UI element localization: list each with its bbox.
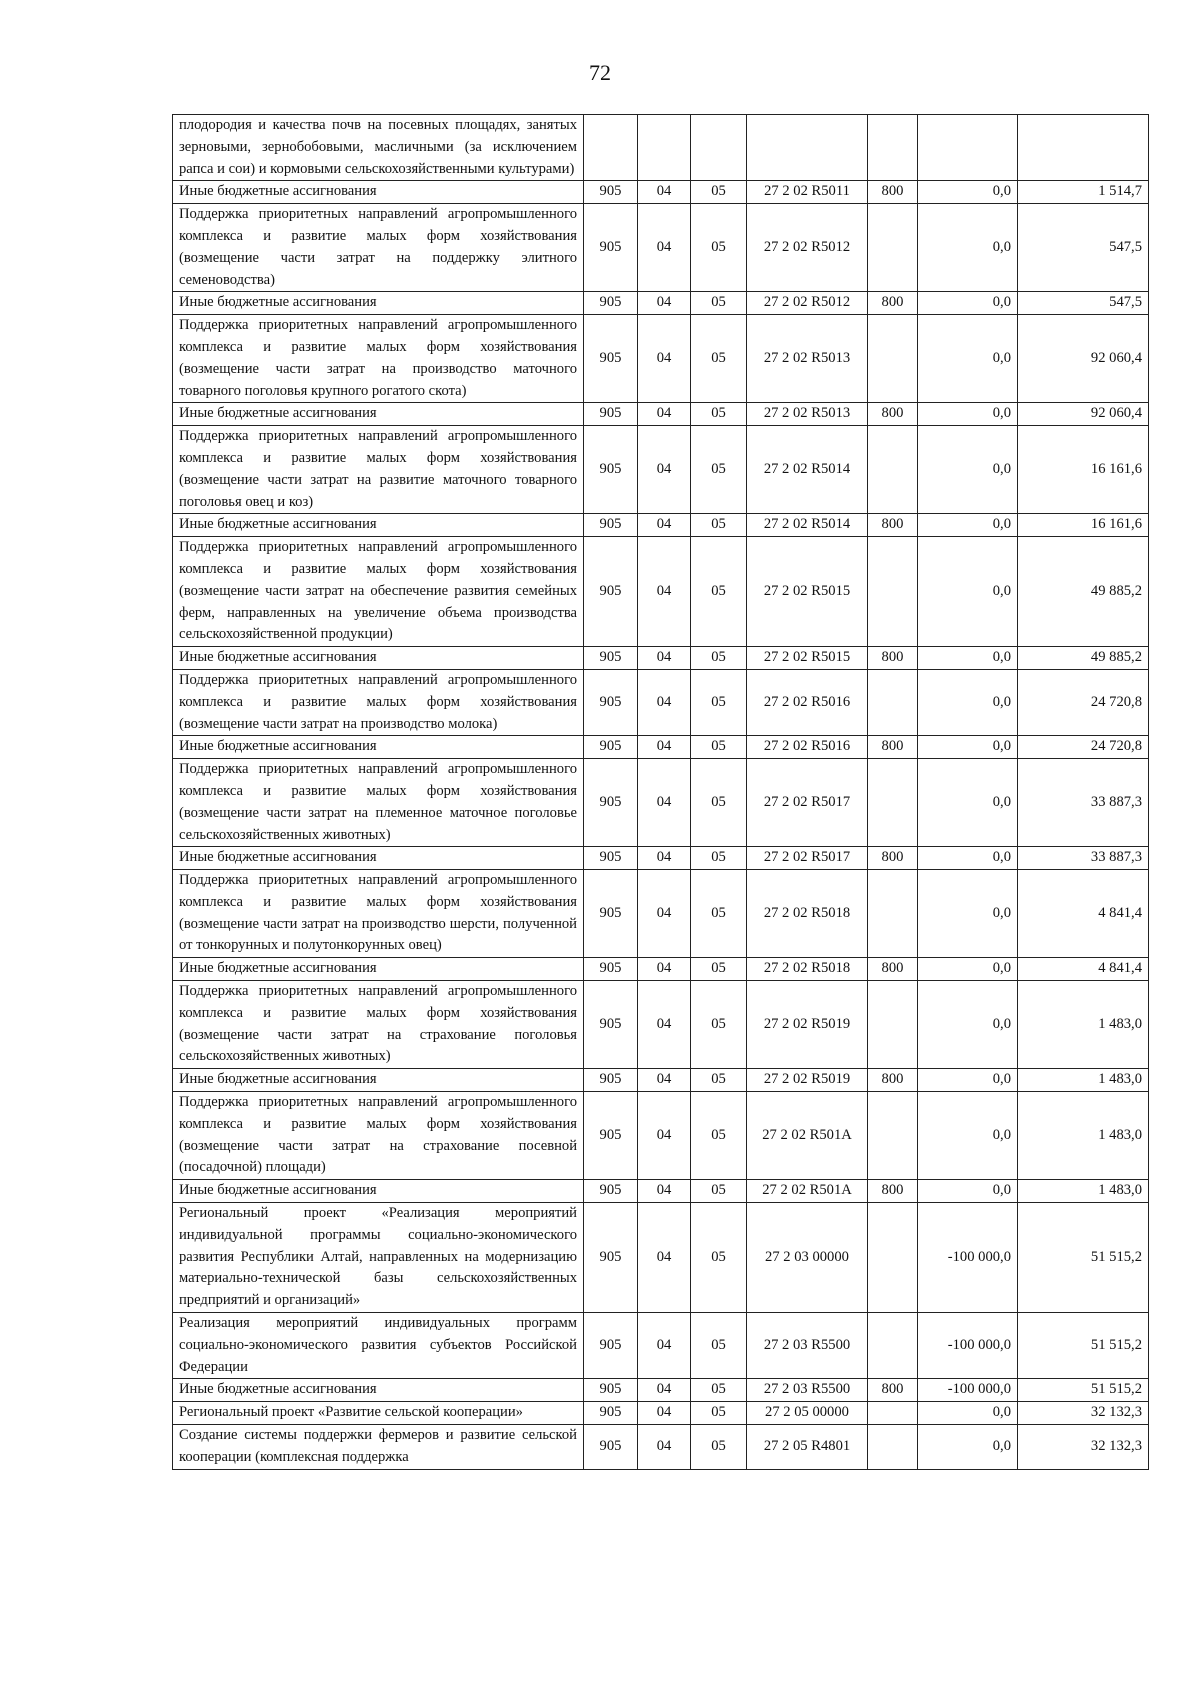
row-description: Иные бюджетные ассигнования — [173, 1379, 584, 1402]
row-admin-code: 905 — [584, 847, 638, 870]
row-description: Иные бюджетные ассигнования — [173, 1069, 584, 1092]
row-expense-type — [868, 204, 918, 292]
row-target-article: 27 2 02 R5012 — [747, 292, 868, 315]
row-description: Иные бюджетные ассигнования — [173, 736, 584, 759]
row-expense-type — [868, 1402, 918, 1425]
row-description: Создание системы поддержки фермеров и развитие сельской кооперации (комплексная поддержка — [173, 1425, 584, 1470]
table-row — [173, 426, 1149, 514]
row-expense-type — [868, 426, 918, 514]
row-total-amount: 16 161,6 — [1018, 514, 1149, 537]
row-subsection-code: 05 — [691, 647, 747, 670]
row-admin-code: 905 — [584, 1069, 638, 1092]
row-section-code: 04 — [638, 315, 691, 403]
row-subsection-code: 05 — [691, 1379, 747, 1402]
row-subsection-code: 05 — [691, 847, 747, 870]
row-section-code: 04 — [638, 1092, 691, 1180]
row-admin-code: 905 — [584, 204, 638, 292]
row-change-amount: 0,0 — [918, 1402, 1018, 1425]
row-target-article: 27 2 02 R501А — [747, 1180, 868, 1203]
row-target-article: 27 2 03 R5500 — [747, 1379, 868, 1402]
row-admin-code: 905 — [584, 315, 638, 403]
row-subsection-code: 05 — [691, 426, 747, 514]
row-section-code: 04 — [638, 847, 691, 870]
row-admin-code: 905 — [584, 403, 638, 426]
row-subsection-code: 05 — [691, 958, 747, 981]
row-target-article: 27 2 03 00000 — [747, 1203, 868, 1313]
row-description: Поддержка приоритетных направлений агропромышленного комплекса и развитие малых форм хозяйствования (возмещение части затрат на страхование поголовья сельскохозяйственных животных) — [173, 981, 584, 1069]
row-target-article: 27 2 02 R5019 — [747, 1069, 868, 1092]
row-change-amount: -100 000,0 — [918, 1203, 1018, 1313]
row-total-amount: 1 483,0 — [1018, 1180, 1149, 1203]
row-subsection-code: 05 — [691, 181, 747, 204]
row-total-amount: 1 483,0 — [1018, 1069, 1149, 1092]
row-description: Поддержка приоритетных направлений агропромышленного комплекса и развитие малых форм хозяйствования (возмещение части затрат на производство маточного товарного поголовья крупного рогатого скота) — [173, 315, 584, 403]
row-expense-type: 800 — [868, 1069, 918, 1092]
row-description: Иные бюджетные ассигнования — [173, 514, 584, 537]
row-expense-type: 800 — [868, 292, 918, 315]
row-target-article: 27 2 02 R5012 — [747, 204, 868, 292]
row-subsection-code: 05 — [691, 981, 747, 1069]
row-subsection-code: 05 — [691, 292, 747, 315]
row-description: Реализация мероприятий индивидуальных программ социально-экономического развития субъектов Российской Федерации — [173, 1313, 584, 1379]
row-description: Поддержка приоритетных направлений агропромышленного комплекса и развитие малых форм хозяйствования (возмещение части затрат на производство молока) — [173, 669, 584, 735]
table-row — [173, 981, 1149, 1069]
row-expense-type: 800 — [868, 847, 918, 870]
table-row — [173, 1425, 1149, 1470]
row-admin-code: 905 — [584, 870, 638, 958]
row-admin-code: 905 — [584, 1180, 638, 1203]
table-row — [173, 1203, 1149, 1313]
row-total-amount: 51 515,2 — [1018, 1203, 1149, 1313]
row-target-article: 27 2 02 R5016 — [747, 736, 868, 759]
row-change-amount: 0,0 — [918, 315, 1018, 403]
row-section-code: 04 — [638, 647, 691, 670]
row-section-code: 04 — [638, 426, 691, 514]
row-admin-code: 905 — [584, 669, 638, 735]
row-section-code: 04 — [638, 204, 691, 292]
row-expense-type — [868, 759, 918, 847]
row-subsection-code: 05 — [691, 669, 747, 735]
row-subsection-code: 05 — [691, 1069, 747, 1092]
row-subsection-code: 05 — [691, 870, 747, 958]
row-expense-type — [868, 1092, 918, 1180]
row-target-article: 27 2 05 R4801 — [747, 1425, 868, 1470]
row-change-amount: 0,0 — [918, 1425, 1018, 1470]
row-change-amount: 0,0 — [918, 870, 1018, 958]
row-total-amount: 1 514,7 — [1018, 181, 1149, 204]
row-change-amount — [918, 115, 1018, 181]
row-description: Поддержка приоритетных направлений агропромышленного комплекса и развитие малых форм хозяйствования (возмещение части затрат на страхование посевной (посадочной) площади) — [173, 1092, 584, 1180]
row-subsection-code: 05 — [691, 736, 747, 759]
row-section-code: 04 — [638, 1402, 691, 1425]
table-row — [173, 292, 1149, 315]
row-target-article: 27 2 02 R5017 — [747, 759, 868, 847]
row-expense-type: 800 — [868, 958, 918, 981]
row-description: Поддержка приоритетных направлений агропромышленного комплекса и развитие малых форм хозяйствования (возмещение части затрат на обеспечение развития семейных ферм, направленных на увеличение объема производства сельскохозяйственной продукции) — [173, 537, 584, 647]
row-description: Поддержка приоритетных направлений агропромышленного комплекса и развитие малых форм хозяйствования (возмещение части затрат на производство шерсти, полученной от тонкорунных и полутонкорунных овец) — [173, 870, 584, 958]
row-expense-type — [868, 870, 918, 958]
row-total-amount: 32 132,3 — [1018, 1425, 1149, 1470]
row-subsection-code: 05 — [691, 1402, 747, 1425]
table-row — [173, 537, 1149, 647]
row-admin-code: 905 — [584, 181, 638, 204]
row-target-article: 27 2 02 R5017 — [747, 847, 868, 870]
table-row — [173, 204, 1149, 292]
row-target-article: 27 2 02 R5011 — [747, 181, 868, 204]
row-subsection-code: 05 — [691, 514, 747, 537]
row-description: Поддержка приоритетных направлений агропромышленного комплекса и развитие малых форм хозяйствования (возмещение части затрат на племенное маточное поголовье сельскохозяйственных животных) — [173, 759, 584, 847]
table-row — [173, 315, 1149, 403]
row-admin-code: 905 — [584, 514, 638, 537]
row-target-article: 27 2 02 R5016 — [747, 669, 868, 735]
row-admin-code: 905 — [584, 1402, 638, 1425]
row-description: Региональный проект «Развитие сельской кооперации» — [173, 1402, 584, 1425]
row-section-code: 04 — [638, 759, 691, 847]
row-total-amount: 1 483,0 — [1018, 1092, 1149, 1180]
row-change-amount: 0,0 — [918, 1092, 1018, 1180]
row-total-amount: 24 720,8 — [1018, 669, 1149, 735]
row-admin-code: 905 — [584, 1379, 638, 1402]
row-change-amount: 0,0 — [918, 426, 1018, 514]
table-row — [173, 958, 1149, 981]
row-admin-code: 905 — [584, 1203, 638, 1313]
row-total-amount: 92 060,4 — [1018, 403, 1149, 426]
row-admin-code: 905 — [584, 981, 638, 1069]
row-change-amount: -100 000,0 — [918, 1313, 1018, 1379]
row-subsection-code: 05 — [691, 1425, 747, 1470]
row-subsection-code: 05 — [691, 315, 747, 403]
row-description: Иные бюджетные ассигнования — [173, 1180, 584, 1203]
row-change-amount: 0,0 — [918, 537, 1018, 647]
row-admin-code: 905 — [584, 1313, 638, 1379]
row-section-code: 04 — [638, 981, 691, 1069]
row-expense-type — [868, 1203, 918, 1313]
row-section-code: 04 — [638, 537, 691, 647]
budget-table — [172, 114, 1149, 1470]
row-expense-type — [868, 537, 918, 647]
row-expense-type — [868, 669, 918, 735]
row-description: Поддержка приоритетных направлений агропромышленного комплекса и развитие малых форм хозяйствования (возмещение части затрат на поддержку элитного семеноводства) — [173, 204, 584, 292]
row-target-article: 27 2 02 R501А — [747, 1092, 868, 1180]
row-section-code: 04 — [638, 1180, 691, 1203]
row-subsection-code — [691, 115, 747, 181]
row-subsection-code: 05 — [691, 1180, 747, 1203]
row-target-article: 27 2 02 R5014 — [747, 514, 868, 537]
row-target-article: 27 2 03 R5500 — [747, 1313, 868, 1379]
row-total-amount: 24 720,8 — [1018, 736, 1149, 759]
row-target-article — [747, 115, 868, 181]
row-expense-type — [868, 1313, 918, 1379]
row-expense-type: 800 — [868, 181, 918, 204]
row-description: Иные бюджетные ассигнования — [173, 403, 584, 426]
row-admin-code: 905 — [584, 292, 638, 315]
row-target-article: 27 2 05 00000 — [747, 1402, 868, 1425]
table-row — [173, 1092, 1149, 1180]
row-total-amount: 92 060,4 — [1018, 315, 1149, 403]
table-row — [173, 1069, 1149, 1092]
row-total-amount: 49 885,2 — [1018, 537, 1149, 647]
table-row — [173, 1313, 1149, 1379]
row-total-amount: 16 161,6 — [1018, 426, 1149, 514]
row-admin-code: 905 — [584, 1425, 638, 1470]
row-change-amount: 0,0 — [918, 1069, 1018, 1092]
row-admin-code: 905 — [584, 736, 638, 759]
row-change-amount: 0,0 — [918, 669, 1018, 735]
row-total-amount: 4 841,4 — [1018, 958, 1149, 981]
row-expense-type — [868, 981, 918, 1069]
row-section-code: 04 — [638, 514, 691, 537]
row-section-code: 04 — [638, 1069, 691, 1092]
row-admin-code: 905 — [584, 759, 638, 847]
row-section-code: 04 — [638, 1379, 691, 1402]
row-section-code — [638, 115, 691, 181]
row-change-amount: -100 000,0 — [918, 1379, 1018, 1402]
row-section-code: 04 — [638, 1425, 691, 1470]
row-expense-type: 800 — [868, 647, 918, 670]
row-expense-type: 800 — [868, 403, 918, 426]
row-target-article: 27 2 02 R5015 — [747, 537, 868, 647]
row-target-article: 27 2 02 R5018 — [747, 958, 868, 981]
row-admin-code — [584, 115, 638, 181]
row-section-code: 04 — [638, 669, 691, 735]
row-admin-code: 905 — [584, 958, 638, 981]
row-expense-type: 800 — [868, 1180, 918, 1203]
row-total-amount: 51 515,2 — [1018, 1379, 1149, 1402]
row-total-amount: 547,5 — [1018, 204, 1149, 292]
row-description: Иные бюджетные ассигнования — [173, 958, 584, 981]
row-expense-type: 800 — [868, 1379, 918, 1402]
row-expense-type: 800 — [868, 514, 918, 537]
table-row — [173, 647, 1149, 670]
row-section-code: 04 — [638, 181, 691, 204]
row-section-code: 04 — [638, 870, 691, 958]
row-change-amount: 0,0 — [918, 204, 1018, 292]
row-section-code: 04 — [638, 958, 691, 981]
row-change-amount: 0,0 — [918, 736, 1018, 759]
table-row — [173, 403, 1149, 426]
table-row — [173, 1402, 1149, 1425]
row-change-amount: 0,0 — [918, 759, 1018, 847]
row-total-amount: 51 515,2 — [1018, 1313, 1149, 1379]
row-subsection-code: 05 — [691, 204, 747, 292]
row-description: Иные бюджетные ассигнования — [173, 292, 584, 315]
row-description: Иные бюджетные ассигнования — [173, 647, 584, 670]
row-total-amount: 33 887,3 — [1018, 759, 1149, 847]
row-section-code: 04 — [638, 292, 691, 315]
row-description: плодородия и качества почв на посевных площадях, занятых зерновыми, зернобобовыми, масличными (за исключением рапса и сои) и кормовыми сельскохозяйственными культурами) — [173, 115, 584, 181]
row-subsection-code: 05 — [691, 1203, 747, 1313]
row-change-amount: 0,0 — [918, 847, 1018, 870]
row-change-amount: 0,0 — [918, 981, 1018, 1069]
row-admin-code: 905 — [584, 1092, 638, 1180]
row-change-amount: 0,0 — [918, 647, 1018, 670]
row-description: Региональный проект «Реализация мероприятий индивидуальной программы социально-экономического развития Республики Алтай, направленных на модернизацию материально-технической базы сельскохозяйственных предприятий и организаций» — [173, 1203, 584, 1313]
row-total-amount — [1018, 115, 1149, 181]
row-change-amount: 0,0 — [918, 1180, 1018, 1203]
row-expense-type: 800 — [868, 736, 918, 759]
row-change-amount: 0,0 — [918, 292, 1018, 315]
table-row — [173, 669, 1149, 735]
table-row — [173, 1379, 1149, 1402]
row-target-article: 27 2 02 R5018 — [747, 870, 868, 958]
row-section-code: 04 — [638, 403, 691, 426]
row-description: Поддержка приоритетных направлений агропромышленного комплекса и развитие малых форм хозяйствования (возмещение части затрат на развитие маточного товарного поголовья овец и коз) — [173, 426, 584, 514]
budget-table-body — [173, 115, 1149, 1470]
row-total-amount: 4 841,4 — [1018, 870, 1149, 958]
row-target-article: 27 2 02 R5015 — [747, 647, 868, 670]
row-subsection-code: 05 — [691, 403, 747, 426]
row-admin-code: 905 — [584, 537, 638, 647]
row-total-amount: 32 132,3 — [1018, 1402, 1149, 1425]
row-change-amount: 0,0 — [918, 514, 1018, 537]
row-total-amount: 1 483,0 — [1018, 981, 1149, 1069]
row-total-amount: 33 887,3 — [1018, 847, 1149, 870]
row-total-amount: 547,5 — [1018, 292, 1149, 315]
row-subsection-code: 05 — [691, 1313, 747, 1379]
row-section-code: 04 — [638, 736, 691, 759]
table-row — [173, 514, 1149, 537]
row-subsection-code: 05 — [691, 1092, 747, 1180]
table-row — [173, 181, 1149, 204]
table-row — [173, 847, 1149, 870]
page-number: 72 — [589, 60, 611, 85]
row-subsection-code: 05 — [691, 759, 747, 847]
row-total-amount: 49 885,2 — [1018, 647, 1149, 670]
row-description: Иные бюджетные ассигнования — [173, 847, 584, 870]
table-row — [173, 870, 1149, 958]
row-description: Иные бюджетные ассигнования — [173, 181, 584, 204]
table-row — [173, 759, 1149, 847]
row-section-code: 04 — [638, 1313, 691, 1379]
row-target-article: 27 2 02 R5013 — [747, 315, 868, 403]
row-section-code: 04 — [638, 1203, 691, 1313]
row-admin-code: 905 — [584, 426, 638, 514]
row-target-article: 27 2 02 R5013 — [747, 403, 868, 426]
row-change-amount: 0,0 — [918, 181, 1018, 204]
row-change-amount: 0,0 — [918, 958, 1018, 981]
row-subsection-code: 05 — [691, 537, 747, 647]
row-expense-type — [868, 1425, 918, 1470]
row-change-amount: 0,0 — [918, 403, 1018, 426]
table-row — [173, 115, 1149, 181]
row-target-article: 27 2 02 R5019 — [747, 981, 868, 1069]
row-expense-type — [868, 115, 918, 181]
row-admin-code: 905 — [584, 647, 638, 670]
row-expense-type — [868, 315, 918, 403]
table-row — [173, 1180, 1149, 1203]
row-target-article: 27 2 02 R5014 — [747, 426, 868, 514]
table-row — [173, 736, 1149, 759]
